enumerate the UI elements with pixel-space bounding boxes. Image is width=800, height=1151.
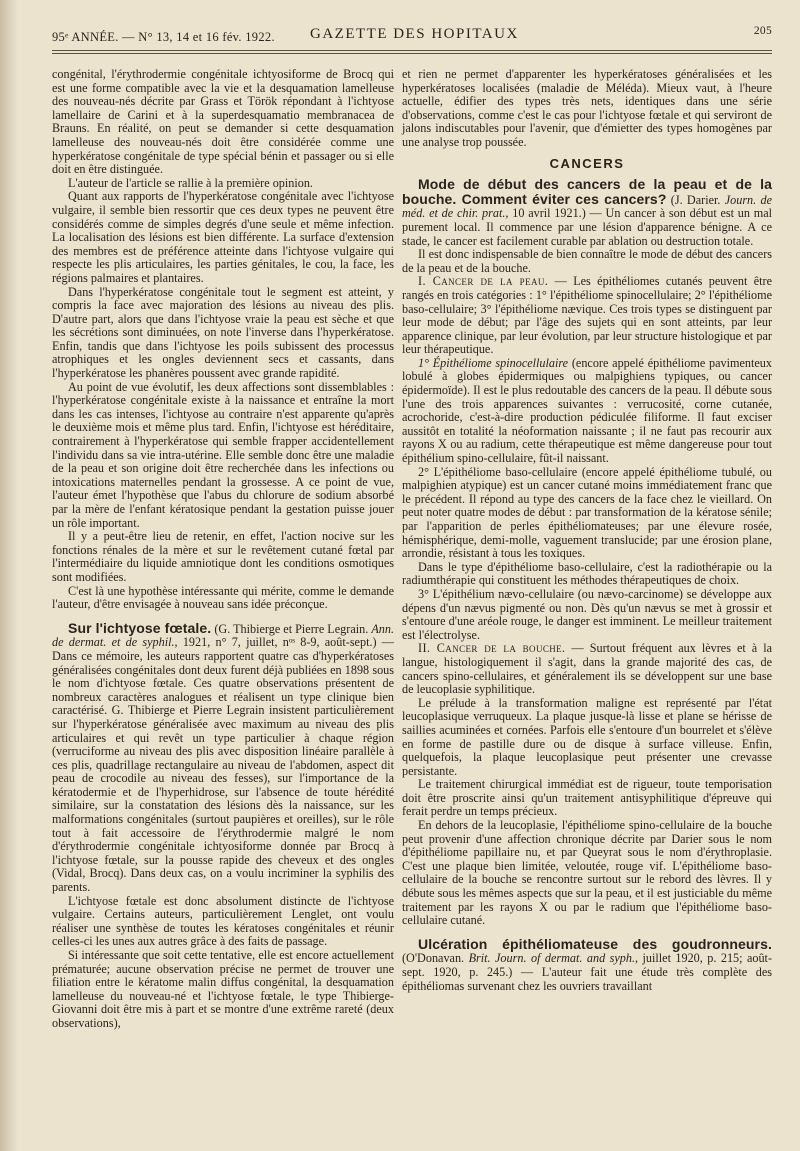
paragraph: L'ichtyose fœtale est donc absolument distincte de l'ichtyose vulgaire. Certains auteurs, particulièrement Lenglet, ont voulu réaliser une synthèse de toutes les kératoses congénitales et réunir celles-ci les unes aux autres grâce à des faits de passage. bbox=[52, 893, 394, 949]
paragraph: Dans l'hyperkératose congénitale tout le segment est atteint, y compris la face avec majoration des lésions au niveau des plis. D'autre part, alors que dans l'ichtyose vraie la peau est sèche et que les sécrétions sont diminuées, on note l'inverse dans l'hyperkératose. Enfin, tandis que dans l'ichtyose les poils subissent des processus atrophiques et les ongles deviennent secs et cassants, dans l'hyperkératose les phanères poussent avec grande rapidité. bbox=[52, 284, 394, 381]
page-edge-shadow bbox=[0, 0, 18, 1151]
article-darier: Mode de début des cancers de la peau et de la bouche. Comment éviter ces cancers? (J. Darier. Journ. de méd. et de chir. prat., 10 avril 1921.) — Un cancer à son début est un mal purement local. Il commence par une lésion d'apparence bénigne. A ce stade, le cancer est facilement curable par ablation ou destruction totale. bbox=[402, 176, 773, 248]
article-reference: 1921, n° 7, juillet, nᵒˢ 8-9, août-sept.) — bbox=[182, 635, 394, 650]
article-reference: juillet 1920, p. 215; août-sept. 1920, p. 245.) — bbox=[402, 951, 773, 979]
issue-info: 95ᵉ ANNÉE. — N° 13, 14 et 16 fév. 1922. bbox=[52, 30, 275, 44]
article-authors: (O'Donavan. bbox=[402, 951, 465, 966]
paragraph: Au point de vue évolutif, les deux affections sont dissemblables : l'hyperkératose congénitale existe à la naissance et entraîne la mort dans les cas intenses, l'ichtyose au contraire n'est apparente qu'après le deuxième mois et même plus tard. Enfin, l'ichtyose est héréditaire, contrairement à l'hyperkératose qui semble frapper accidentellement l'individu dans sa vie intra-utérine. Elle semble donc être une maladie de la peau et son origine doit être recherchée dans les infections ou intoxications maternelles pendant la grossesse. A ce point de vue, l'auteur émet l'hypothèse que l'abus du chlorure de sodium absorbé par la mère de l'enfant kératosique pendant la gestation puisse jouer un rôle important. bbox=[52, 379, 394, 530]
page-number: 205 bbox=[753, 25, 772, 37]
article-authors: (G. Thibierge et Pierre Legrain. bbox=[214, 621, 369, 636]
paragraph: Le traitement chirurgical immédiat est de rigueur, toute temporisation doit être proscrite ainsi qu'un traitement antisyphilitique d'épreuve qui ferait perdre un temps précieux. bbox=[402, 777, 772, 819]
paragraph: congénital, l'érythrodermie congénitale ichtyosiforme de Brocq qui est une forme compatible avec la vie et la desquamation lamelleuse des nouveau-nés décrite par Grass et Török répondant à l'ichtyose lamellaire de Carini et à la superdesquamatio membranacea de Brauns. En réalité, on peut se demander si cette desquamation lamelleuse des nouveau-nés doit être considérée comme une hyperkératose congénitale de type spécial bénin et passager ou si elle doit en être distinguée. bbox=[52, 67, 394, 177]
paragraph: 2° L'épithéliome baso-cellulaire (encore appelé épithéliome tubulé, ou malpighien atypique) est un cancer cutané moins immédiatement franc que le précédent. Il répond au type des cancers de la face chez le vieillard. On peut noter quatre modes de début : par transformation de la kératose sénile; par l'apparition de perles épithéliomateuses; par une élevure rosée, hémisphérique, demi-molle, vaguement translucide; par une érosion plane, arrondie, résistant à tous les toxiques. bbox=[402, 464, 772, 561]
article-title: Ulcération épithéliomateuse des goudronneurs. bbox=[418, 935, 772, 952]
article-source: Journ. de méd. et de chir. prat., bbox=[402, 192, 772, 221]
subheading: 1° Épithéliome spinocellulaire bbox=[418, 355, 569, 370]
header-rule bbox=[52, 50, 772, 51]
article-title: Sur l'ichtyose fœtale. bbox=[68, 619, 212, 636]
paragraph: C'est là une hypothèse intéressante qui mérite, comme le demande l'auteur, d'être envisagée à nouveau sans idée préconçue. bbox=[52, 583, 394, 612]
header-rule-second bbox=[52, 53, 772, 54]
paragraph: 1° Épithéliome spinocellulaire (encore appelé épithéliome pavimenteux lobulé à globes épidermiques ou malpighiens typiques, ou cancer épidermoïde). Il est le plus redoutable des cancers de la peau. Il débute sous l'une des trois apparences suivantes : verrucosité, corne cutanée, acrochoride, c'est-à-dire production pédiculée filiforme. Il faut exciser aussitôt en totalité la néoformation naissante ; il ne faut pas recourir aux rayons X ou au radium, cette thérapeutique est même dangereuse pour tout épithélium spino-cellulaire, fût-il naissant. bbox=[402, 355, 772, 466]
paragraph: Le prélude à la transformation maligne est représenté par l'état leucoplasique verruqueux. La plaque jusque-là lisse et plane se hérisse de saillies acuminées et cornées. Parfois elle s'entoure d'un bourrelet et s'élève en forme de pastille dure ou de disque à surface villeuse. Enfin, quelquefois, la plaque leucoplasique peut présenter une crevasse persistante. bbox=[402, 695, 772, 778]
paragraph: Il y a peut-être lieu de retenir, en effet, l'action nocive sur les fonctions rénales de la mère et sur le revêtement cutané fœtal par l'intermédiaire du liquide amniotique dont les conditions osmotiques sont modifiées. bbox=[52, 529, 394, 584]
paragraph: I. Cancer de la peau. — Les épithéliomes cutanés peuvent être rangés en trois catégories : 1° l'épithéliome spinocellulaire; 2° l'épithéliome baso-cellulaire; 3° l'épithéliome nævique. Ces trois types se distinguent par leur mode de début; par l'âge des sujets qui en sont atteints, par leur apparence clinique, par leur évolution, par leur structure histologique et par leur thérapeutique. bbox=[402, 274, 773, 357]
subheading: II. Cancer de la bouche. bbox=[418, 641, 566, 656]
article-source: Ann. de dermat. et de syphil., bbox=[52, 621, 394, 650]
left-column bbox=[52, 68, 394, 1031]
subheading: I. Cancer de la peau. bbox=[418, 274, 549, 289]
paragraph: L'auteur de l'article se rallie à la première opinion. bbox=[68, 175, 313, 190]
paragraph: II. Cancer de la bouche. — Surtout fréquent aux lèvres et à la langue, histologiquement il s'agit, dans la grande majorité des cas, de cancers spino-cellulaires, et généralement ils se développent sur une base de leucoplasie syphilitique. bbox=[402, 641, 772, 697]
right-column bbox=[402, 68, 772, 993]
paragraph: Quant aux rapports de l'hyperkératose congénitale avec l'ichtyose vulgaire, il semble bien ressortir que ces deux types ne peuvent être considérés comme de simples degrés d'une seule et même infection. La localisation des lésions est bien différente. La surface d'extension des membres est de préférence atteinte dans l'ichtyose vulgaire qui respecte les plis articulaires, les parties génitales, le cou, la face, les régions palmaires et plantaires. bbox=[52, 189, 394, 285]
article-authors: (J. Darier. bbox=[670, 192, 721, 207]
article-thibierge: Sur l'ichtyose fœtale. (G. Thibierge et Pierre Legrain. Ann. de dermat. et de syphil., 1921, n° 7, juillet, nᵒˢ 8-9, août-sept.) — Dans ce mémoire, les auteurs rapportent quatre cas d'hyperkératoses généralisées congénitales dont deux furent déjà publiées en 1898 sous le nom d'ichtyose fœtale. Ces quatre observations présentent de nombreux caractères analogues et réalisent un type clinique bien caractérisé. G. Thibierge et Pierre Legrain insistent particulièrement sur l'hyperkératose généralisée avec maximum au niveau des plis articulaires et qui revêt un type particulier à chaque région (verruciforme au niveau des plis avec disposition linéaire parallèle à ces plis, quadrillage rectangulaire au niveau de l'abdomen, aspect dit peau de crocodile au niveau des fesses), sur l'importance de la kératodermie et de l'hyperhidrose, sur l'absence de toute hérédité similaire, sur la constatation des lésions dès la naissance, sur les malformations congénitales (surtout paupières et oreilles), sur le rôle tout à fait accessoire de l'érythrodermie malgré le nom d'érythrodermie congénitale ichtyosiforme donnée par Brocq à l'ichtyose fœtale, sur la pousse rapide des cheveux et des ongles (Vidal, Brocq). Dans deux cas, on a voulu incriminer la syphilis des parents. bbox=[52, 619, 394, 895]
paragraph: En dehors de la leucoplasie, l'épithéliome spino-cellulaire de la bouche peut provenir d'une affection chronique décrite par Darier sous le nom d'épithéliome papillaire nu, et par Queyrat sous le nom d'érythroplasie. C'est une plaque bien limitée, veloutée, rouge vif. L'épithéliome baso-cellulaire de la bouche se rencontre surtout sur le rebord des lèvres. Il y débute sous les mêmes aspects que sur la peau, et il est justiciable du même traitement par les rayons X ou par le radium que l'épithéliome baso-cellulaire cutané. bbox=[402, 818, 772, 928]
article-source: Brit. Journ. of dermat. and syph., bbox=[468, 951, 639, 966]
article-odonavan: Ulcération épithéliomateuse des goudronneurs. (O'Donavan. Brit. Journ. of dermat. and syph., juillet 1920, p. 215; août-sept. 1920, p. 245.) — L'auteur fait une étude très complète des épithéliomas survenant chez les ouvriers travaillant bbox=[402, 935, 773, 993]
paragraph: Dans le type d'épithéliome baso-cellulaire, c'est la radiothérapie ou la radiumthérapie qui constituent les méthodes thérapeutiques de choix. bbox=[402, 559, 772, 588]
paragraph: et rien ne permet d'apparenter les hyperkératoses généralisées et les hyperkératoses localisées (maladie de Méléda). Mieux vaut, à l'heure actuelle, édifier des types très nets, identiques dans une série d'observations, comme c'est le cas pour l'ichtyose fœtale et qui serviront de jalons indiscutables pour l'avenir, que d'émietter des types homogènes par une analyse trop poussée. bbox=[402, 67, 772, 149]
section-heading: CANCERS bbox=[549, 155, 625, 171]
paragraph: 3° L'épithélium nævo-cellulaire (ou nævo-carcinome) se développe aux dépens d'un nævus pigmenté ou non. Dès qu'un nævus se met à grossir et s'entoure d'une aréole rouge, le danger est imminent. Le meilleur traitement est l'électrolyse. bbox=[402, 586, 772, 642]
article-title: Mode de début des cancers de la peau et de la bouche. Comment éviter ces cancers? bbox=[402, 176, 772, 207]
paragraph: Il est donc indispensable de bien connaître le mode de début des cancers de la peau et de la bouche. bbox=[402, 247, 772, 275]
journal-title: GAZETTE DES HOPITAUX bbox=[310, 26, 519, 42]
page-header bbox=[52, 22, 772, 46]
article-reference: 10 avril 1921.) — bbox=[512, 206, 602, 221]
paragraph: Si intéressante que soit cette tentative, elle est encore actuellement prématurée; aucune observation précise ne permet de trouver une filiation entre le kératome malin diffus congénital, la desquamation lamelleuse du nouveau-né et l'ichtyose fœtale, le type Thibierge-Giovanni doit être mis à part et se montre d'une extrême rareté (deux observations), bbox=[52, 948, 394, 1030]
